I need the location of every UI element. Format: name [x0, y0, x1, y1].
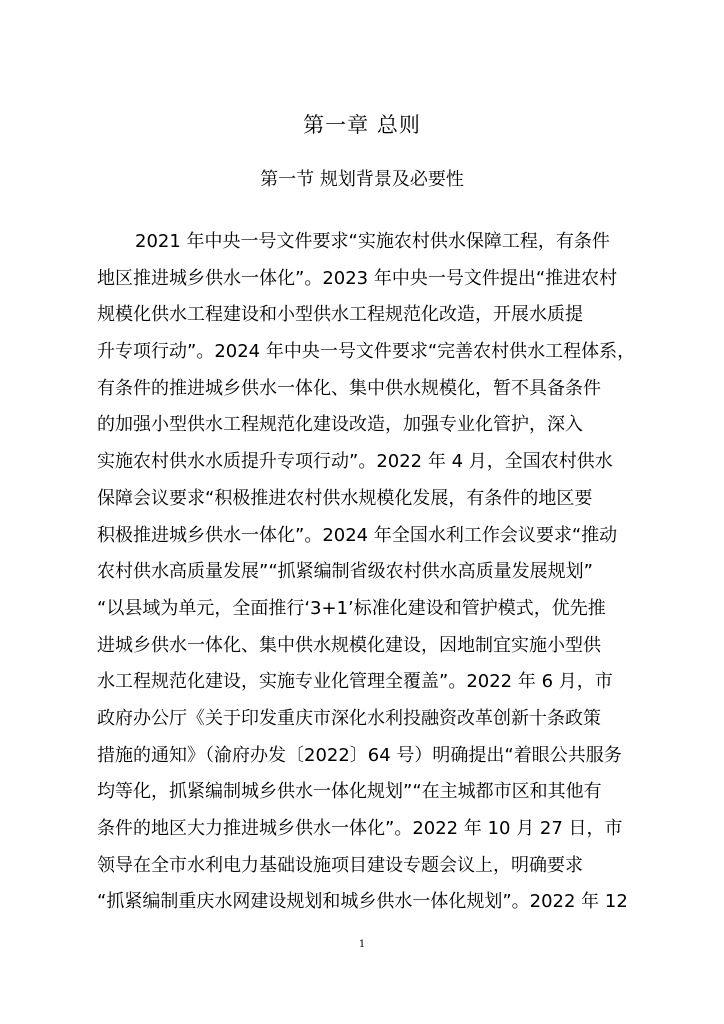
paragraph-line: 措施的通知》（渝府办发〔2022〕64 号）明确提出“着眼公共服务 [97, 744, 622, 766]
paragraph-line: 条件的地区大力推进城乡供水一体化”。2022 年 10 月 27 日，市 [97, 818, 623, 839]
body-paragraph [97, 227, 657, 924]
page-number: 1 [358, 939, 366, 950]
paragraph-line: “以县域为单元，全面推行‘3+1’标准化建设和管护模式，优先推 [97, 597, 606, 619]
paragraph-line: 政府办公厅《关于印发重庆市深化水利投融资改革创新十条政策 [97, 707, 601, 729]
paragraph-line: 领导在全市水利电力基础设施项目建设专题会议上，明确要求 [97, 854, 583, 876]
section-title: 第一节 规划背景及必要性 [260, 169, 464, 190]
paragraph-line: 积极推进城乡供水一体化”。2024 年全国水利工作会议要求“推动 [97, 524, 618, 546]
paragraph-line: 实施农村供水水质提升专项行动”。2022 年 4 月，全国农村供水 [97, 451, 613, 473]
paragraph-line: 规模化供水工程建设和小型供水工程规范化改造，开展水质提 [97, 304, 583, 326]
paragraph-line: 升专项行动”。2024 年中央一号文件要求“完善农村供水工程体系， [97, 341, 636, 363]
paragraph-line: 有条件的推进城乡供水一体化、集中供水规模化，暂不具备条件 [97, 377, 601, 399]
paragraph-line: 的加强小型供水工程规范化建设改造，加强专业化管护，深入 [97, 414, 583, 436]
paragraph-line: 农村供水高质量发展”“抓紧编制省级农村供水高质量发展规划” [97, 561, 593, 583]
paragraph-line: 2021 年中央一号文件要求“实施农村供水保障工程，有条件 [135, 231, 610, 252]
paragraph-line: 地区推进城乡供水一体化”。2023 年中央一号文件提出“推进农村 [97, 267, 618, 289]
paragraph-line: 均等化，抓紧编制城乡供水一体化规划”“在主城都市区和其他有 [97, 781, 602, 803]
chapter-title: 第一章 总则 [303, 113, 421, 137]
paragraph-line: “抓紧编制重庆水网建设规划和城乡供水一体化规划”。2022 年 12 [97, 891, 628, 913]
paragraph-line: 保障会议要求“积极推进农村供水规模化发展，有条件的地区要 [97, 487, 593, 509]
paragraph-line: 水工程规范化建设，实施专业化管理全覆盖”。2022 年 6 月，市 [97, 671, 613, 693]
paragraph-line: 进城乡供水一体化、集中供水规模化建设，因地制宜实施小型供 [97, 634, 601, 656]
